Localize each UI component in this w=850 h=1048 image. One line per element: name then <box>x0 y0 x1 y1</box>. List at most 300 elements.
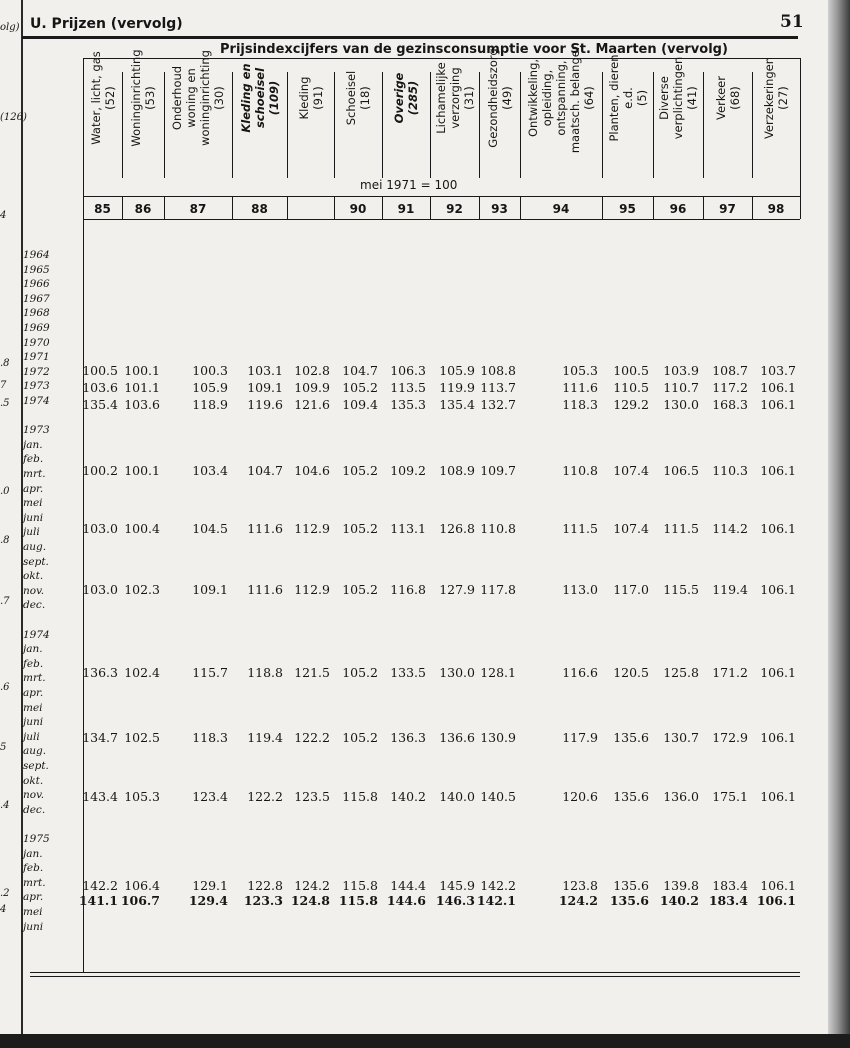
table-cell: 108.8 <box>480 363 516 378</box>
table-cell: 100.4 <box>124 521 160 536</box>
table-cell: 106.1 <box>756 893 796 908</box>
table-cell: 112.9 <box>294 582 330 597</box>
table-cell: 122.2 <box>247 789 283 804</box>
column-number: 92 <box>446 202 463 216</box>
table-cell: 111.6 <box>247 521 283 536</box>
table-cell: 109.2 <box>390 463 426 478</box>
table-cell: 117.8 <box>480 582 516 597</box>
table-cell: 183.4 <box>708 893 748 908</box>
book-edge <box>828 0 850 1048</box>
column-header <box>335 18 381 178</box>
table-cell: 168.3 <box>712 397 748 412</box>
table-cell: 100.1 <box>124 363 160 378</box>
previous-page-fragment: .4 <box>0 800 10 811</box>
column-header-line: Verkeer <box>713 76 728 120</box>
table-left-rule <box>83 58 84 972</box>
period-label: mrt. <box>23 468 46 480</box>
column-header <box>237 18 283 178</box>
table-cell: 105.3 <box>124 789 160 804</box>
table-cell: 110.5 <box>613 380 649 395</box>
period-label: jan. <box>23 847 43 860</box>
table-cell: 104.5 <box>192 521 228 536</box>
column-number: 90 <box>349 202 367 216</box>
table-cell: 123.3 <box>243 893 283 908</box>
table-cell: 113.0 <box>562 582 598 597</box>
previous-page-fragment: .8 <box>0 358 10 369</box>
table-cell: 111.6 <box>247 582 283 597</box>
table-cell: 106.5 <box>663 463 699 478</box>
table-cell: 122.8 <box>247 878 283 893</box>
table-cell: 109.7 <box>480 463 516 478</box>
previous-page-fragment: 4 <box>0 210 7 221</box>
table-cell: 109.9 <box>294 380 330 395</box>
period-label: mei <box>23 701 43 714</box>
table-cell: 122.2 <box>294 730 330 745</box>
table-cell: 123.8 <box>562 878 598 893</box>
table-cell: 103.0 <box>82 521 118 536</box>
period-label: juni <box>23 716 44 729</box>
table-cell: 105.2 <box>342 582 378 597</box>
column-header-line: Woninginrichting <box>129 49 143 147</box>
table-cell: 115.5 <box>663 582 699 597</box>
table-cell: 100.5 <box>82 363 118 378</box>
table-cell: 117.9 <box>562 730 598 745</box>
period-label: nov. <box>23 789 45 802</box>
table-cell: 105.9 <box>439 363 475 378</box>
table-bottom-rule <box>30 976 800 977</box>
column-header-line: Planten, dieren <box>606 54 621 142</box>
previous-page-fragment: .8 <box>0 535 10 546</box>
table-cell: 121.5 <box>294 665 330 680</box>
period-label: dec. <box>23 803 46 816</box>
table-cell: 135.6 <box>613 730 649 745</box>
column-rule <box>752 196 753 219</box>
table-cell: 136.0 <box>663 789 699 804</box>
column-header <box>80 18 126 178</box>
number-row-rule <box>83 196 800 197</box>
column-header-line: (109) <box>266 80 281 116</box>
table-cell: 112.9 <box>294 521 330 536</box>
table-cell: 111.5 <box>663 521 699 536</box>
table-cell: 100.1 <box>124 463 160 478</box>
table-cell: 102.4 <box>124 665 160 680</box>
column-header-line: ontspanning, <box>554 60 568 136</box>
table-cell: 146.3 <box>435 893 475 908</box>
column-number: 86 <box>134 202 152 216</box>
column-rule <box>382 196 383 219</box>
column-header <box>705 18 751 178</box>
column-header-line: Schoeisel <box>344 70 358 126</box>
table-cell: 113.5 <box>390 380 426 395</box>
table-cell: 110.7 <box>663 380 699 395</box>
table-cell: 102.5 <box>124 730 160 745</box>
number-row-rule <box>83 219 800 220</box>
period-label: sept. <box>23 760 49 772</box>
column-header-line: Onderhoud <box>170 65 184 131</box>
column-rule <box>602 72 603 178</box>
previous-page-fragment: 4 <box>0 904 7 915</box>
table-cell: 111.6 <box>562 380 598 395</box>
column-header-line: verplichtingen <box>671 56 685 140</box>
table-cell: 114.2 <box>712 521 748 536</box>
table-cell: 103.6 <box>124 397 160 412</box>
period-label: 1964 <box>23 249 50 261</box>
column-header-line: Lichamelijke <box>433 62 448 134</box>
column-header-line: (41) <box>685 86 699 110</box>
period-label: dec. <box>23 599 46 612</box>
table-cell: 124.8 <box>290 893 330 908</box>
period-label: apr. <box>23 482 44 495</box>
index-basis: mei 1971 = 100 <box>360 178 458 192</box>
period-label: juli <box>23 730 40 743</box>
table-cell: 105.9 <box>192 380 228 395</box>
column-number: 85 <box>94 202 111 216</box>
table-cell: 105.3 <box>562 363 598 378</box>
period-label: 1968 <box>23 307 50 320</box>
period-label: 1967 <box>23 292 50 305</box>
table-cell: 106.1 <box>760 463 796 478</box>
column-rule <box>703 196 704 219</box>
column-header-line: Gezondheidszorg <box>485 48 500 148</box>
table-cell: 102.8 <box>294 363 330 378</box>
column-header <box>120 18 166 178</box>
period-label: 1969 <box>23 322 50 334</box>
table-cell: 144.4 <box>390 878 426 893</box>
column-header <box>432 18 478 178</box>
table-cell: 108.7 <box>712 363 748 378</box>
table-cell: 106.1 <box>760 878 796 893</box>
previous-page-fragment: (126) <box>0 112 27 123</box>
table-cell: 136.3 <box>82 665 118 680</box>
period-label: feb. <box>23 862 44 875</box>
table-cell: 103.0 <box>82 582 118 597</box>
table-cell: 118.3 <box>192 730 228 745</box>
table-cell: 130.0 <box>439 665 475 680</box>
table-cell: 107.4 <box>613 463 649 478</box>
table-cell: 100.2 <box>82 463 118 478</box>
table-cell: 106.1 <box>760 397 796 412</box>
column-header-line: (53) <box>143 86 157 110</box>
table-cell: 119.9 <box>439 380 475 395</box>
table-cell: 109.4 <box>342 397 378 412</box>
table-cell: 106.1 <box>760 730 796 745</box>
column-header-line: (30) <box>212 86 226 110</box>
column-header-line: opleiding, <box>540 69 554 127</box>
column-number: 95 <box>619 202 636 216</box>
page-number: 51 <box>780 12 804 32</box>
period-label: sept. <box>23 555 49 568</box>
table-cell: 119.6 <box>247 397 283 412</box>
table-cell: 110.3 <box>712 463 748 478</box>
column-rule <box>520 196 521 219</box>
table-cell: 106.4 <box>124 878 160 893</box>
column-number: 87 <box>189 202 207 216</box>
table-cell: 175.1 <box>712 789 748 804</box>
table-cell: 127.9 <box>439 582 475 597</box>
table-cell: 171.2 <box>712 665 748 680</box>
column-header-line: Ontwikkeling, <box>526 58 540 138</box>
column-header-line: Kleding <box>296 76 311 120</box>
table-cell: 100.5 <box>613 363 649 378</box>
column-header-line: (5) <box>634 89 649 107</box>
column-header <box>477 18 523 178</box>
table-cell: 103.7 <box>760 363 796 378</box>
table-cell: 124.2 <box>294 878 330 893</box>
table-cell: 129.1 <box>192 878 228 893</box>
table-cell: 135.6 <box>613 878 649 893</box>
table-cell: 121.6 <box>294 397 330 412</box>
table-cell: 130.0 <box>663 397 699 412</box>
period-label: 1965 <box>23 263 50 276</box>
table-cell: 125.8 <box>663 665 699 680</box>
period-label: 1974 <box>23 628 50 641</box>
period-label: okt. <box>23 570 44 583</box>
column-header <box>655 18 701 178</box>
table-cell: 103.4 <box>192 463 228 478</box>
table-cell: 141.1 <box>78 893 118 908</box>
table-cell: 142.1 <box>476 893 516 908</box>
table-cell: 113.7 <box>480 380 516 395</box>
table-cell: 133.5 <box>390 665 426 680</box>
period-label: 1975 <box>23 833 50 845</box>
column-number: 97 <box>719 202 736 216</box>
column-header-line: (68) <box>727 86 742 110</box>
period-label: 1970 <box>23 336 50 349</box>
period-label: okt. <box>23 774 44 787</box>
column-header-line: (52) <box>102 86 117 110</box>
period-label: 1973 <box>23 424 50 437</box>
table-cell: 135.6 <box>613 789 649 804</box>
period-label: mei <box>23 906 43 918</box>
column-header-line: Water, licht, gas <box>88 51 103 145</box>
table-cell: 139.8 <box>663 878 699 893</box>
table-cell: 115.7 <box>192 665 228 680</box>
table-cell: 106.1 <box>760 582 796 597</box>
period-label: apr. <box>23 891 44 904</box>
column-number: 98 <box>767 202 785 216</box>
column-rule <box>703 72 704 178</box>
table-cell: 105.2 <box>342 521 378 536</box>
table-cell: 105.2 <box>342 665 378 680</box>
table-cell: 116.8 <box>390 582 426 597</box>
table-cell: 136.6 <box>439 730 475 745</box>
column-rule <box>164 196 165 219</box>
period-label: 1966 <box>23 278 50 291</box>
table-cell: 128.1 <box>480 665 516 680</box>
column-header-line: maatsch. belangen <box>568 42 582 154</box>
table-title: Prijsindexcijfers van de gezinsconsumptie voor St. Maarten (vervolg) <box>220 42 728 57</box>
column-rule <box>287 196 288 219</box>
table-cell: 105.2 <box>342 463 378 478</box>
table-cell: 117.2 <box>712 380 748 395</box>
table-cell: 118.3 <box>562 397 598 412</box>
table-cell: 129.2 <box>613 397 649 412</box>
table-cell: 134.7 <box>82 730 118 745</box>
period-label: jan. <box>23 438 43 451</box>
column-header-line: (27) <box>776 86 790 110</box>
column-header-line: Verzekeringen <box>762 56 776 140</box>
table-cell: 119.4 <box>247 730 283 745</box>
table-cell: 117.0 <box>613 582 649 597</box>
table-cell: 119.4 <box>712 582 748 597</box>
table-cell: 113.1 <box>390 521 426 536</box>
table-cell: 106.7 <box>120 893 160 908</box>
period-label: apr. <box>23 687 44 699</box>
column-number: 93 <box>491 202 508 216</box>
table-cell: 100.3 <box>192 363 228 378</box>
column-header-line: Kleding en <box>238 63 253 133</box>
column-rule <box>430 72 431 178</box>
table-cell: 140.2 <box>659 893 699 908</box>
table-cell: 123.4 <box>192 789 228 804</box>
table-cell: 135.4 <box>82 397 118 412</box>
period-label: 1972 <box>23 365 50 378</box>
table-cell: 104.7 <box>247 463 283 478</box>
table-cell: 143.4 <box>82 789 118 804</box>
table-cell: 132.7 <box>480 397 516 412</box>
table-cell: 115.8 <box>342 878 378 893</box>
column-header-line: (18) <box>358 86 372 110</box>
previous-page-fragment: olg) <box>0 22 20 33</box>
table-right-rule <box>800 58 801 219</box>
period-label: 1974 <box>23 395 50 407</box>
previous-page-fragment: .5 <box>0 398 10 409</box>
table-cell: 115.8 <box>338 893 378 908</box>
table-cell: 104.7 <box>342 363 378 378</box>
table-cell: 135.4 <box>439 397 475 412</box>
table-cell: 126.8 <box>439 521 475 536</box>
column-header-line: schoeisel <box>252 67 267 129</box>
table-cell: 142.2 <box>82 878 118 893</box>
table-cell: 144.6 <box>386 893 426 908</box>
table-cell: 120.6 <box>562 789 598 804</box>
table-cell: 130.7 <box>663 730 699 745</box>
period-label: mrt. <box>23 672 46 685</box>
period-label: aug. <box>23 541 47 553</box>
column-rule <box>653 196 654 219</box>
table-cell: 140.2 <box>390 789 426 804</box>
table-cell: 106.1 <box>760 521 796 536</box>
previous-page-fragment: .6 <box>0 682 10 693</box>
previous-page-edge <box>0 0 23 1034</box>
period-label: aug. <box>23 745 47 758</box>
previous-page-fragment: .2 <box>0 888 10 899</box>
column-number: 91 <box>397 202 415 216</box>
table-cell: 115.8 <box>342 789 378 804</box>
table-cell: 103.9 <box>663 363 699 378</box>
table-cell: 135.3 <box>390 397 426 412</box>
column-header-line: Overige <box>392 72 406 124</box>
table-cell: 104.6 <box>294 463 330 478</box>
previous-page-fragment: 5 <box>0 742 7 753</box>
column-header <box>605 18 651 178</box>
table-cell: 140.0 <box>439 789 475 804</box>
table-cell: 110.8 <box>480 521 516 536</box>
table-cell: 105.2 <box>342 380 378 395</box>
column-header-line: (64) <box>582 86 596 110</box>
column-number: 94 <box>552 202 570 216</box>
column-header <box>170 18 226 178</box>
column-header <box>288 18 334 178</box>
period-label: juni <box>23 920 44 933</box>
column-header <box>753 18 799 178</box>
column-rule <box>653 72 654 178</box>
table-cell: 140.5 <box>480 789 516 804</box>
table-cell: 172.9 <box>712 730 748 745</box>
table-cell: 101.1 <box>124 380 160 395</box>
column-header-line: woninginrichting <box>198 50 212 146</box>
period-label: nov. <box>23 584 45 597</box>
table-cell: 106.3 <box>390 363 426 378</box>
page-bottom-shadow <box>0 1034 850 1048</box>
table-cell: 109.1 <box>247 380 283 395</box>
column-rule <box>334 196 335 219</box>
table-cell: 124.2 <box>558 893 598 908</box>
table-cell: 107.4 <box>613 521 649 536</box>
table-cell: 129.4 <box>188 893 228 908</box>
running-head: U. Prijzen (vervolg) <box>30 16 183 32</box>
table-cell: 105.2 <box>342 730 378 745</box>
column-header-line: (285) <box>406 80 420 116</box>
column-rule <box>430 196 431 219</box>
table-cell: 130.9 <box>480 730 516 745</box>
table-cell: 145.9 <box>439 878 475 893</box>
period-label: mrt. <box>23 876 46 889</box>
previous-page-fragment: .0 <box>0 486 10 497</box>
table-cell: 142.2 <box>480 878 516 893</box>
period-label: jan. <box>23 643 43 656</box>
column-header <box>383 18 429 178</box>
table-cell: 183.4 <box>712 878 748 893</box>
table-cell: 106.1 <box>760 789 796 804</box>
table-cell: 135.6 <box>609 893 649 908</box>
column-number: 96 <box>669 202 687 216</box>
column-header-line: verzorging <box>447 67 462 129</box>
table-bottom-rule <box>30 972 800 973</box>
table-cell: 108.9 <box>439 463 475 478</box>
column-rule <box>232 72 233 178</box>
column-rule <box>602 196 603 219</box>
previous-page-fragment: 7 <box>0 380 7 391</box>
table-cell: 116.6 <box>562 665 598 680</box>
period-label: feb. <box>23 453 44 466</box>
table-cell: 118.9 <box>192 397 228 412</box>
table-cell: 111.5 <box>562 521 598 536</box>
table-cell: 103.6 <box>82 380 118 395</box>
column-header-line: (31) <box>461 86 476 110</box>
period-label: 1971 <box>23 351 50 364</box>
table-cell: 102.3 <box>124 582 160 597</box>
table-cell: 106.1 <box>760 380 796 395</box>
table-cell: 136.3 <box>390 730 426 745</box>
column-header-line: woning en <box>184 68 198 128</box>
table-cell: 120.5 <box>613 665 649 680</box>
column-header-line: (49) <box>499 86 514 110</box>
column-header-line: (91) <box>310 86 325 110</box>
table-cell: 118.8 <box>247 665 283 680</box>
column-rule <box>232 196 233 219</box>
table-cell: 110.8 <box>562 463 598 478</box>
table-cell: 109.1 <box>192 582 228 597</box>
period-label: juni <box>23 511 44 524</box>
table-cell: 103.1 <box>247 363 283 378</box>
column-header <box>526 18 596 178</box>
column-number: 88 <box>251 202 268 216</box>
column-header-line: Diverse <box>657 76 671 120</box>
table-cell: 106.1 <box>760 665 796 680</box>
period-label: mei <box>23 497 43 510</box>
column-header-line: e.d. <box>620 87 635 109</box>
